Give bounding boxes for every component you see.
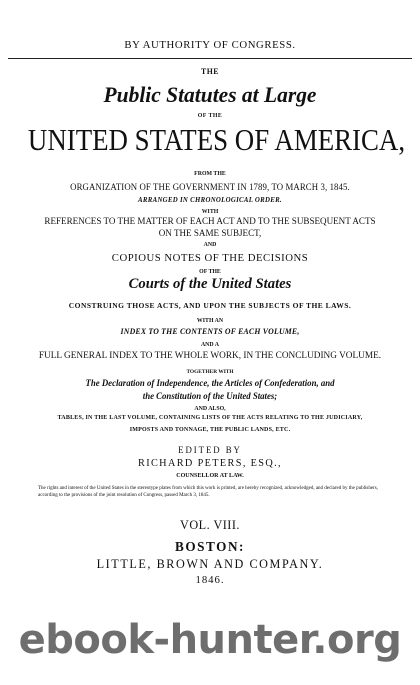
site-watermark: ebook-hunter.org bbox=[18, 617, 402, 663]
authority-line: BY AUTHORITY OF CONGRESS. bbox=[124, 39, 296, 51]
from-the-label: FROM THE bbox=[194, 171, 226, 177]
publisher-city: BOSTON: bbox=[174, 539, 245, 554]
together-with-label: TOGETHER WITH bbox=[186, 369, 234, 375]
declaration-line-1: The Declaration of Independence, the Articles of Confederation, and bbox=[85, 378, 335, 388]
of-the-label-2: OF THE bbox=[199, 269, 221, 275]
and-also-label: AND ALSO, bbox=[194, 406, 226, 412]
header-rule bbox=[8, 58, 412, 59]
the-label: THE bbox=[201, 67, 219, 76]
with-an-label: WITH AN bbox=[196, 318, 224, 324]
with-label: WITH bbox=[201, 209, 219, 215]
courts-title: Courts of the United States bbox=[128, 276, 292, 292]
and-label: AND bbox=[203, 242, 217, 248]
organization-line: ORGANIZATION OF THE GOVERNMENT IN 1789, TO MARCH 3, 1845. bbox=[70, 182, 350, 192]
editor-title: COUNSELLOR AT LAW. bbox=[176, 472, 244, 479]
main-title: Public Statutes at Large bbox=[103, 82, 317, 107]
of-the-label: OF THE bbox=[197, 113, 223, 119]
arranged-line: ARRANGED IN CHRONOLOGICAL ORDER. bbox=[138, 196, 282, 204]
country-title: UNITED STATES OF AMERICA, bbox=[27, 122, 406, 157]
publisher-name: LITTLE, BROWN AND COMPANY. bbox=[96, 557, 324, 571]
copious-notes-line: COPIOUS NOTES OF THE DECISIONS bbox=[111, 252, 309, 264]
full-index-line: FULL GENERAL INDEX TO THE WHOLE WORK, IN THE CONCLUDING VOLUME. bbox=[38, 351, 382, 361]
tables-line-2: IMPOSTS AND TONNAGE, THE PUBLIC LANDS, ETC. bbox=[129, 426, 291, 433]
rights-notice: The rights and interest of the United States in the stereotype plates from which this work is printed, are hereby recognized, acknowledged, and declared by the publishers, according to the provisions of the joint resolution of Congress, passed March 3, 1845. bbox=[38, 486, 378, 498]
references-line-2: ON THE SAME SUBJECT, bbox=[158, 229, 262, 239]
and-a-label: AND A bbox=[200, 342, 220, 348]
declaration-line-2: the Constitution of the United States; bbox=[142, 391, 278, 401]
index-contents-line: INDEX TO THE CONTENTS OF EACH VOLUME, bbox=[120, 327, 300, 336]
references-line-1: REFERENCES TO THE MATTER OF EACH ACT AND TO THE SUBSEQUENT ACTS bbox=[44, 217, 376, 227]
editor-name: RICHARD PETERS, ESQ., bbox=[137, 458, 282, 469]
tables-line-1: TABLES, IN THE LAST VOLUME, CONTAINING LISTS OF THE ACTS RELATING TO THE JUDICIARY, bbox=[57, 414, 363, 421]
publication-year: 1846. bbox=[195, 574, 225, 586]
volume-number: VOL. VIII. bbox=[180, 518, 240, 532]
edited-by-label: EDITED BY bbox=[178, 445, 242, 455]
construing-line: CONSTRUING THOSE ACTS, AND UPON THE SUBJECTS OF THE LAWS. bbox=[68, 301, 352, 310]
